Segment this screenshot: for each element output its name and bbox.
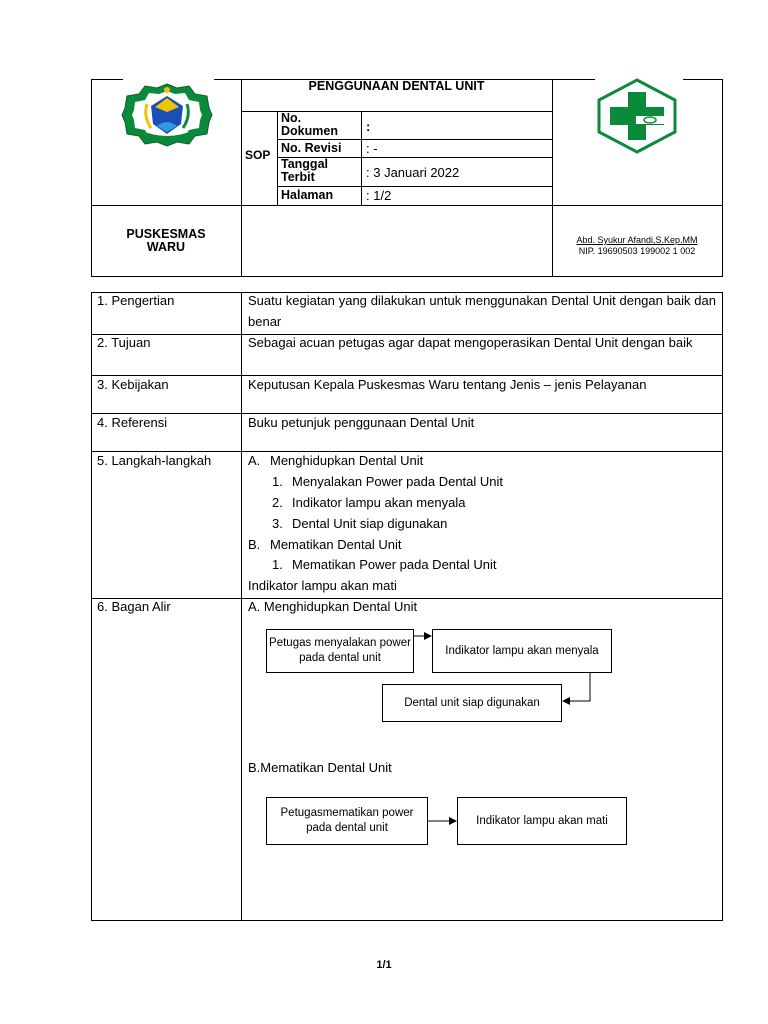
flow-a-box-2: Indikator lampu akan menyala — [432, 629, 612, 673]
field-label-no-dokumen: No. Dokumen — [281, 111, 338, 138]
field-value-tanggal-terbit: : 3 Januari 2022 — [366, 165, 460, 180]
label-kebijakan: 3. Kebijakan — [97, 377, 169, 392]
langkah-a-step-2: Indikator lampu akan menyala — [292, 495, 466, 510]
page-number: 1/1 — [376, 959, 392, 971]
field-value-no-dokumen: : — [366, 119, 371, 134]
flow-a-box-3: Dental unit siap digunakan — [382, 684, 562, 722]
bagan-b-title: B.Mematikan Dental Unit — [248, 760, 392, 775]
field-value-halaman: : 1/2 — [366, 188, 392, 203]
signer-nip: NIP. 19690503 199002 1 002 — [578, 246, 696, 256]
field-label-no-revisi: No. Revisi — [281, 141, 342, 155]
label-tujuan: 2. Tujuan — [97, 335, 151, 350]
text-referensi: Buku petunjuk penggunaan Dental Unit — [248, 415, 475, 430]
langkah-a-step-num-1: 1. — [272, 474, 283, 489]
arrow-a-2-to-3 — [563, 673, 590, 701]
text-tujuan: Sebagai acuan petugas agar dapat mengoperasikan Dental Unit dengan baik — [248, 335, 693, 350]
text-kebijakan: Keputusan Kepala Puskesmas Waru tentang Jenis – jenis Pelayanan — [248, 377, 647, 392]
label-langkah: 5. Langkah-langkah — [97, 453, 212, 468]
langkah-a-step-num-3: 3. — [272, 516, 283, 531]
langkah-b-step-1: Mematikan Power pada Dental Unit — [292, 557, 497, 572]
sop-label: SOP — [245, 148, 271, 162]
flow-b-box-1: Petugasmematikan power pada dental unit — [266, 797, 428, 845]
langkah-b-title: Mematikan Dental Unit — [270, 537, 402, 552]
langkah-trailing: Indikator lampu akan mati — [248, 578, 397, 593]
langkah-a-title: Menghidupkan Dental Unit — [270, 453, 424, 468]
org-name: PUSKESMAS WARU — [126, 227, 206, 254]
langkah-a-step-num-2: 2. — [272, 495, 283, 510]
text-pengertian: Suatu kegiatan yang dilakukan untuk menggunakan Dental Unit dengan baik dan benar — [248, 293, 716, 329]
field-value-no-revisi: : - — [366, 141, 378, 156]
langkah-a-step-1: Menyalakan Power pada Dental Unit — [292, 474, 504, 489]
signer-name: Abd. Syukur Afandi,S.Kep.MM — [576, 235, 698, 245]
langkah-a-step-3: Dental Unit siap digunakan — [292, 516, 448, 531]
field-label-halaman: Halaman — [281, 188, 334, 202]
field-label-tanggal-terbit: Tanggal Terbit — [281, 157, 328, 184]
flow-b-box-2: Indikator lampu akan mati — [457, 797, 627, 845]
label-bagan: 6. Bagan Alir — [97, 599, 171, 614]
bagan-a-title: A. Menghidupkan Dental Unit — [248, 599, 418, 614]
langkah-b-marker: B. — [248, 537, 261, 552]
flow-a-box-1: Petugas menyalakan power pada dental unit — [266, 629, 414, 673]
langkah-a-marker: A. — [248, 453, 261, 468]
langkah-b-step-num-1: 1. — [272, 557, 283, 572]
document-title: PENGGUNAAN DENTAL UNIT — [308, 79, 485, 93]
label-referensi: 4. Referensi — [97, 415, 168, 430]
label-pengertian: 1. Pengertian — [97, 293, 175, 308]
